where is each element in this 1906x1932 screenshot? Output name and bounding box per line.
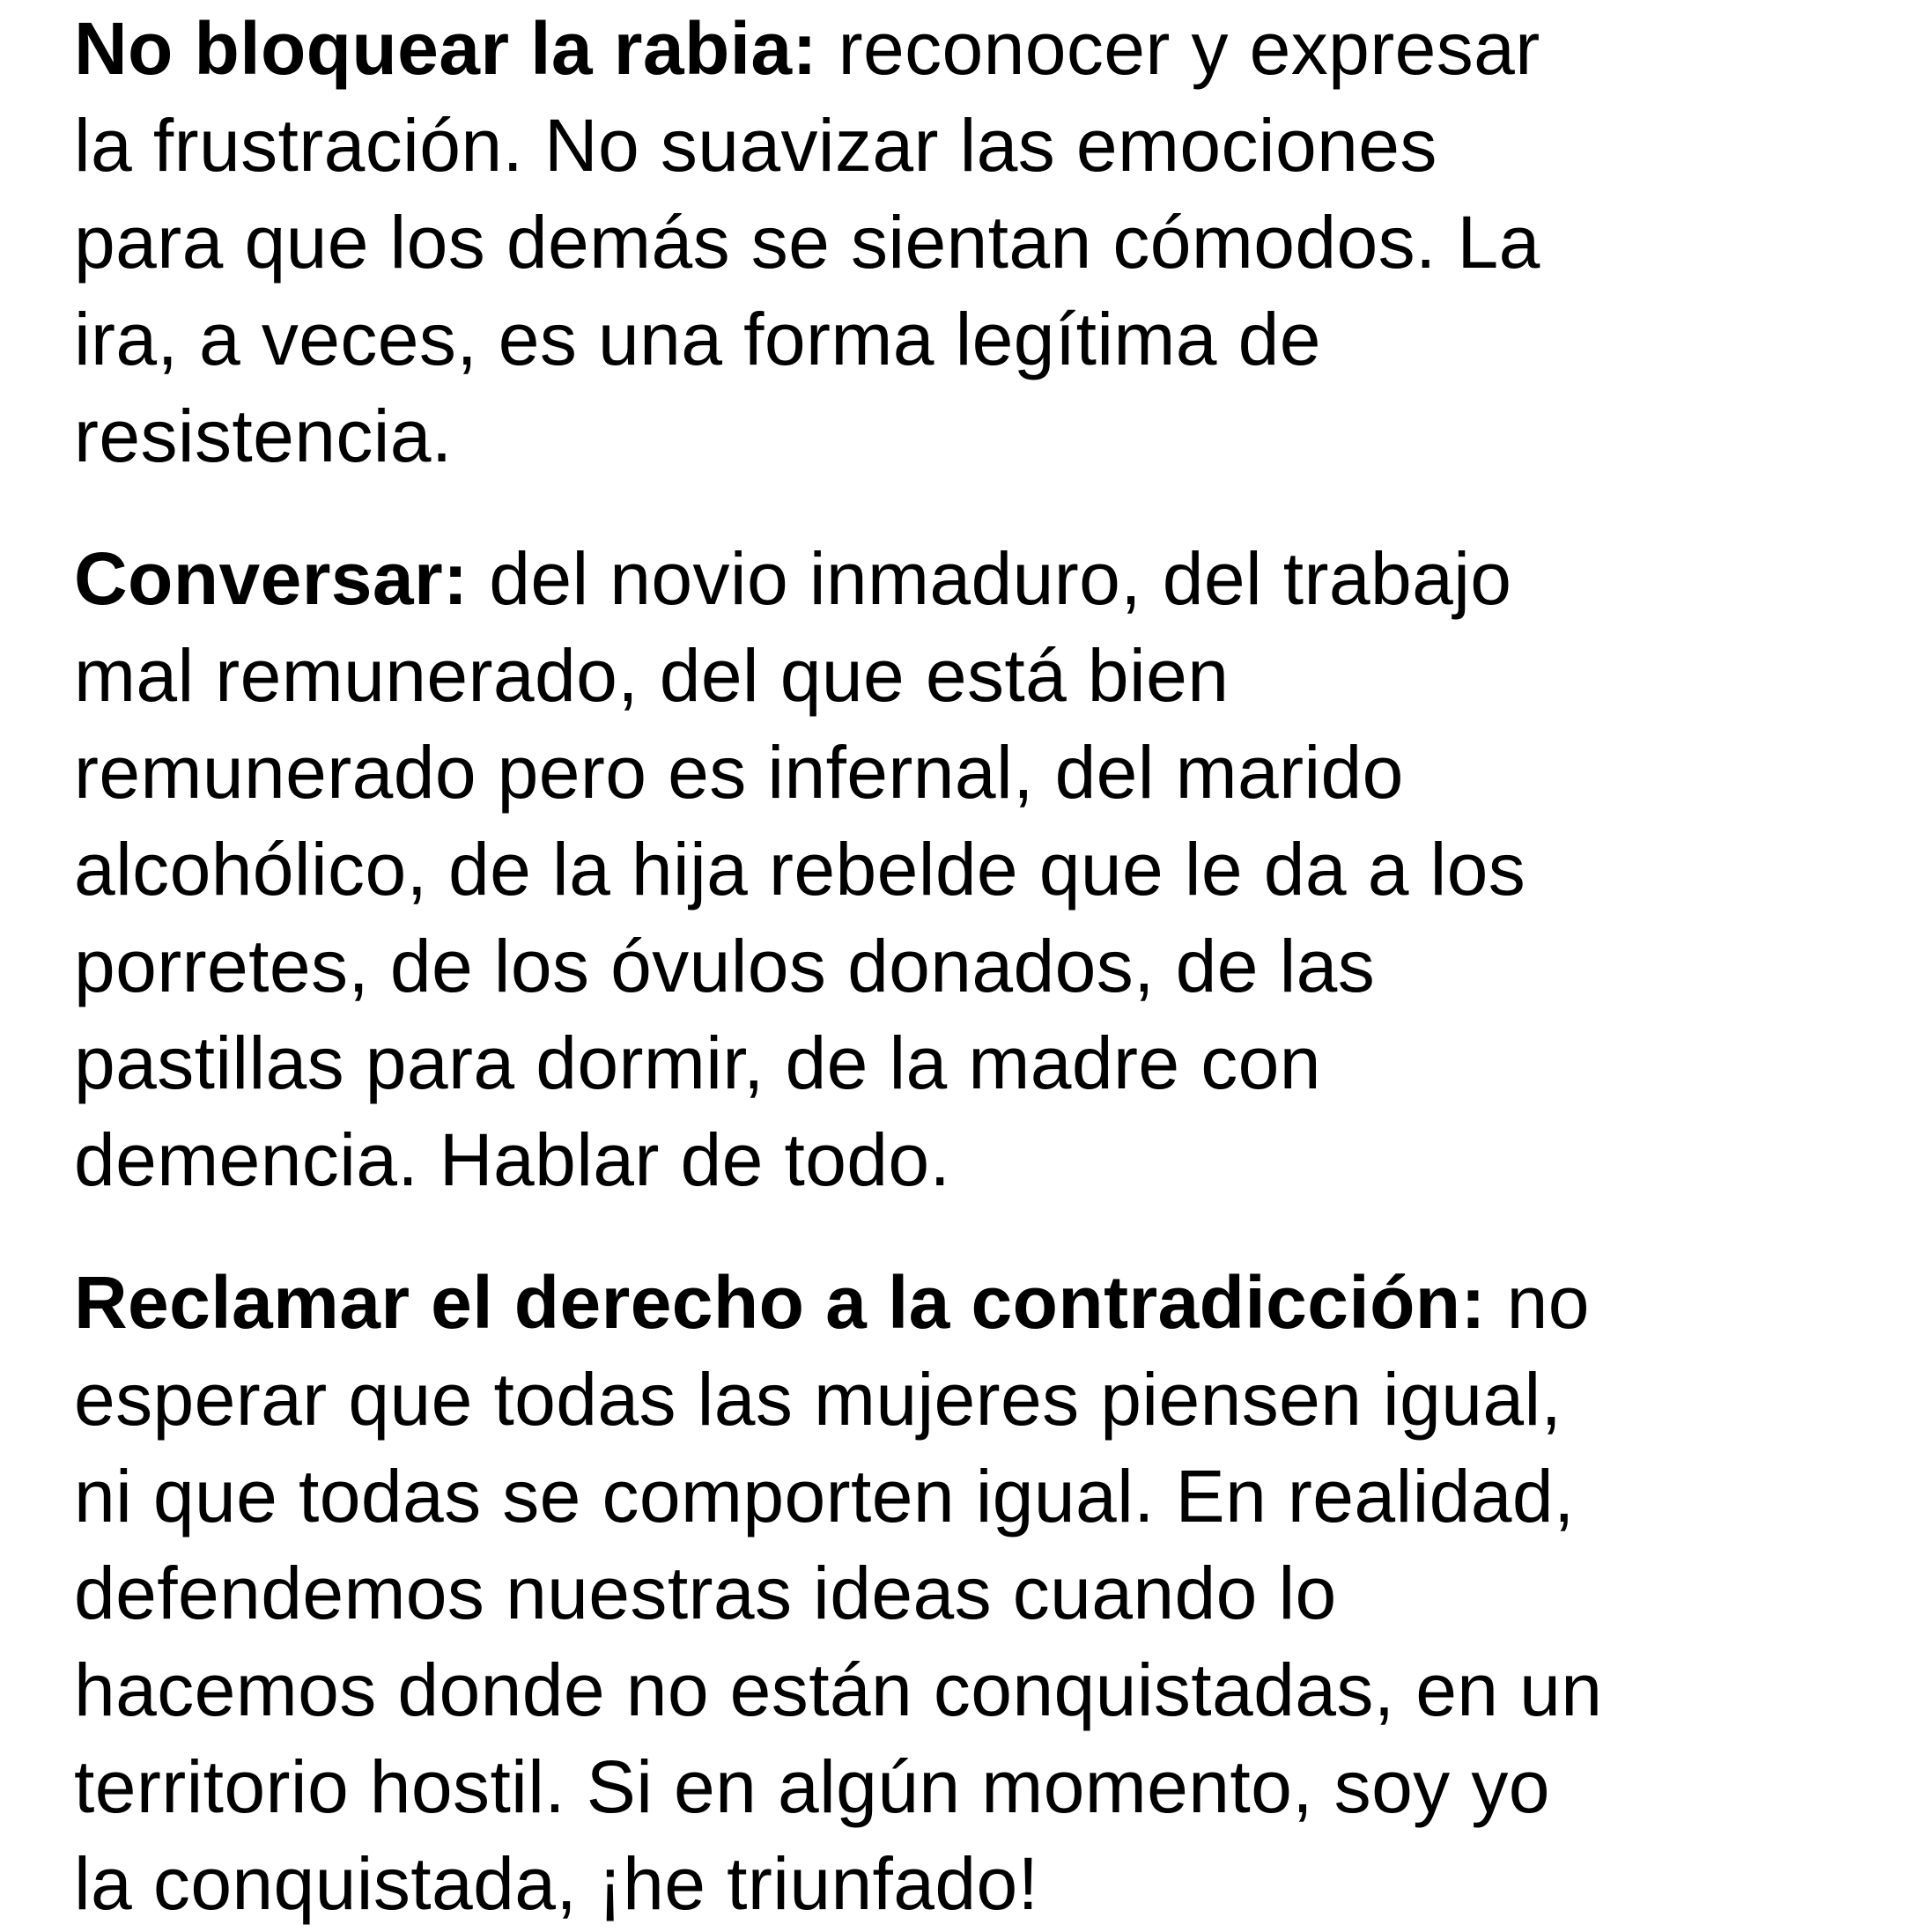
- text-line-content: del novio inmaduro, del trabajo: [468, 537, 1512, 620]
- text-line: demencia. Hablar de todo.: [74, 1118, 951, 1201]
- text-line: para que los demás se sientan cómodos. La: [74, 201, 1540, 284]
- text-line: territorio hostil. Si en algún momento, soy yo: [74, 1745, 1550, 1828]
- paragraph-no-bloquear-la-rabia: [74, 0, 1888, 484]
- text-line: esperar que todas las mujeres piensen igual,: [74, 1358, 1562, 1441]
- text-line: mal remunerado, del que está bien: [74, 634, 1230, 717]
- paragraph-conversar: [74, 530, 1888, 1208]
- text-line: la conquistada, ¡he triunfado!: [74, 1842, 1039, 1925]
- text-line: remunerado pero es infernal, del marido: [74, 731, 1404, 814]
- text-line: [74, 0, 1888, 97]
- text-line: porretes, de los óvulos donados, de las: [74, 925, 1376, 1007]
- text-line: resistencia.: [74, 395, 453, 477]
- paragraph-heading: Reclamar el derecho a la contradicción:: [74, 1261, 1486, 1344]
- text-line: alcohólico, de la hija rebelde que le da a los: [74, 828, 1526, 911]
- text-line: ni que todas se comporten igual. En realidad,: [74, 1455, 1575, 1537]
- text-line-content: reconocer y expresar: [816, 7, 1540, 90]
- paragraph-heading: No bloquear la rabia:: [74, 7, 817, 90]
- text-line: ira, a veces, es una forma legítima de: [74, 298, 1321, 380]
- text-line: pastillas para dormir, de la madre con: [74, 1021, 1321, 1104]
- text-line-content: no: [1485, 1261, 1590, 1344]
- text-line: [74, 1254, 1888, 1351]
- paragraph-reclamar-contradiccion: [74, 1254, 1888, 1932]
- paragraph-heading: Conversar:: [74, 537, 469, 620]
- document-page: [74, 0, 1888, 1932]
- text-line: la frustración. No suavizar las emociones: [74, 104, 1437, 187]
- text-line: defendemos nuestras ideas cuando lo: [74, 1552, 1337, 1634]
- text-line: hacemos donde no están conquistadas, en un: [74, 1648, 1603, 1731]
- text-line: [74, 530, 1888, 627]
